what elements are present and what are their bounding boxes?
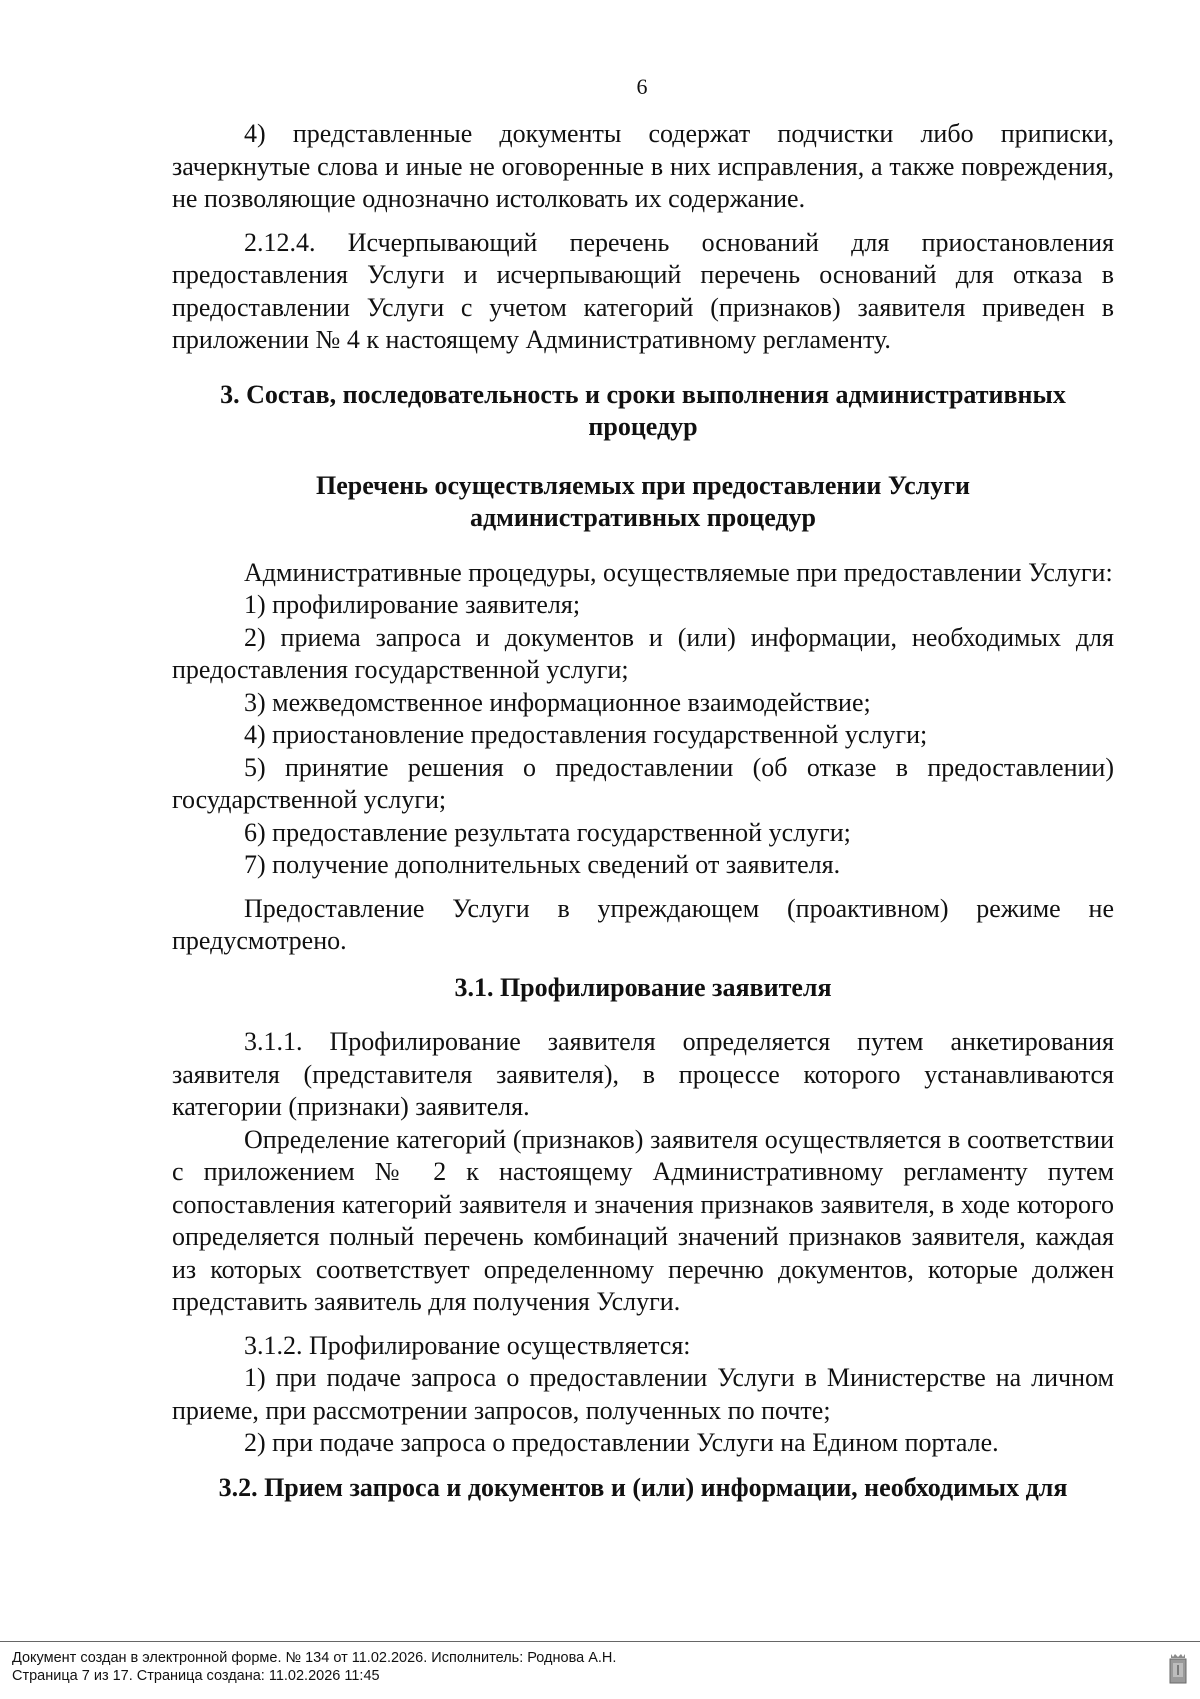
paragraph-3-1-2: 3.1.2. Профилирование осуществляется: bbox=[244, 1330, 691, 1360]
paragraph-2-12-4: 2.12.4. Исчерпывающий перечень оснований для приостановления предоставления Услуги и исчерпывающий перечень оснований для отказа в предоставлении Услуги с учетом категорий (признаков) заявителя приведен в приложении № 4 к настоящему Административному регламенту. bbox=[172, 227, 1114, 354]
document-footer bbox=[0, 1641, 1200, 1699]
procedure-item: 7) получение дополнительных сведений от заявителя. bbox=[244, 850, 841, 879]
footer-page-info: Страница 7 из 17. Страница создана: 11.02.2026 11:45 bbox=[12, 1668, 380, 1684]
section-3-heading bbox=[172, 379, 1114, 444]
procedure-item: 2) приема запроса и документов и (или) информации, необходимых для предоставления государственной услуги; bbox=[172, 622, 1114, 684]
procedure-item: 5) принятие решения о предоставлении (об отказе в предоставлении) государственной услуги; bbox=[172, 752, 1114, 814]
section-3-2-heading: 3.2. Прием запроса и документов и (или) информации, необходимых для bbox=[218, 1472, 1068, 1502]
procedures-subheading-line2: административных процедур bbox=[469, 503, 817, 532]
procedure-item: 4) приостановление предоставления государственной услуги; bbox=[244, 720, 928, 749]
document-body bbox=[172, 118, 1114, 1504]
profiling-item: 1) при подаче запроса о предоставлении Услуги в Министерстве на личном приеме, при рассмотрении запросов, полученных по почте; bbox=[172, 1363, 1114, 1425]
procedures-subheading bbox=[172, 470, 1114, 535]
procedures-subheading-line1: Перечень осуществляемых при предоставлении Услуги bbox=[315, 470, 971, 500]
paragraph-3-1-1: 3.1.1. Профилирование заявителя определяется путем анкетирования заявителя (представителя заявителя), в процессе которого устанавливаются категории (признаки) заявителя. bbox=[172, 1027, 1114, 1121]
proactive-note: Предоставление Услуги в упреждающем (проактивном) режиме не предусмотрено. bbox=[172, 893, 1114, 955]
footer-text bbox=[12, 1649, 616, 1685]
paragraph-item-4: 4) представленные документы содержат подчистки либо приписки, зачеркнутые слова и иные не оговоренные в них исправления, а также повреждения, не позволяющие однозначно истолковать их содержание. bbox=[172, 119, 1114, 213]
procedure-item: 3) межведомственное информационное взаимодействие; bbox=[244, 687, 871, 717]
procedure-item: 1) профилирование заявителя; bbox=[244, 590, 581, 619]
section-3-1-heading: 3.1. Профилирование заявителя bbox=[454, 972, 832, 1002]
coat-of-arms-icon bbox=[1168, 1652, 1188, 1686]
paragraph-3-1-1-b: Определение категорий (признаков) заявителя осуществляется в соответствии с приложением № 2 к настоящему Административному регламенту путем сопоставления категорий заявителя и значения признаков заявителя, в ходе которого определяется полный перечень комбинаций значений признаков заявителя, каждая из которых соответствует определенному перечню документов, которые должен представить заявитель для получения Услуги. bbox=[172, 1124, 1114, 1316]
section-3-heading-line1: 3. Состав, последовательность и сроки выполнения административных bbox=[220, 379, 1066, 409]
procedure-item: 6) предоставление результата государственной услуги; bbox=[244, 817, 851, 847]
page-number: 6 bbox=[636, 74, 648, 99]
procedures-intro: Административные процедуры, осуществляемые при предоставлении Услуги: bbox=[244, 557, 1113, 587]
profiling-item: 2) при подаче запроса о предоставлении Услуги на Едином портале. bbox=[244, 1428, 999, 1457]
section-3-heading-line2: процедур bbox=[588, 412, 698, 441]
footer-document-info: Документ создан в электронной форме. № 134 от 11.02.2026. Исполнитель: Роднова А.Н. bbox=[12, 1650, 617, 1666]
